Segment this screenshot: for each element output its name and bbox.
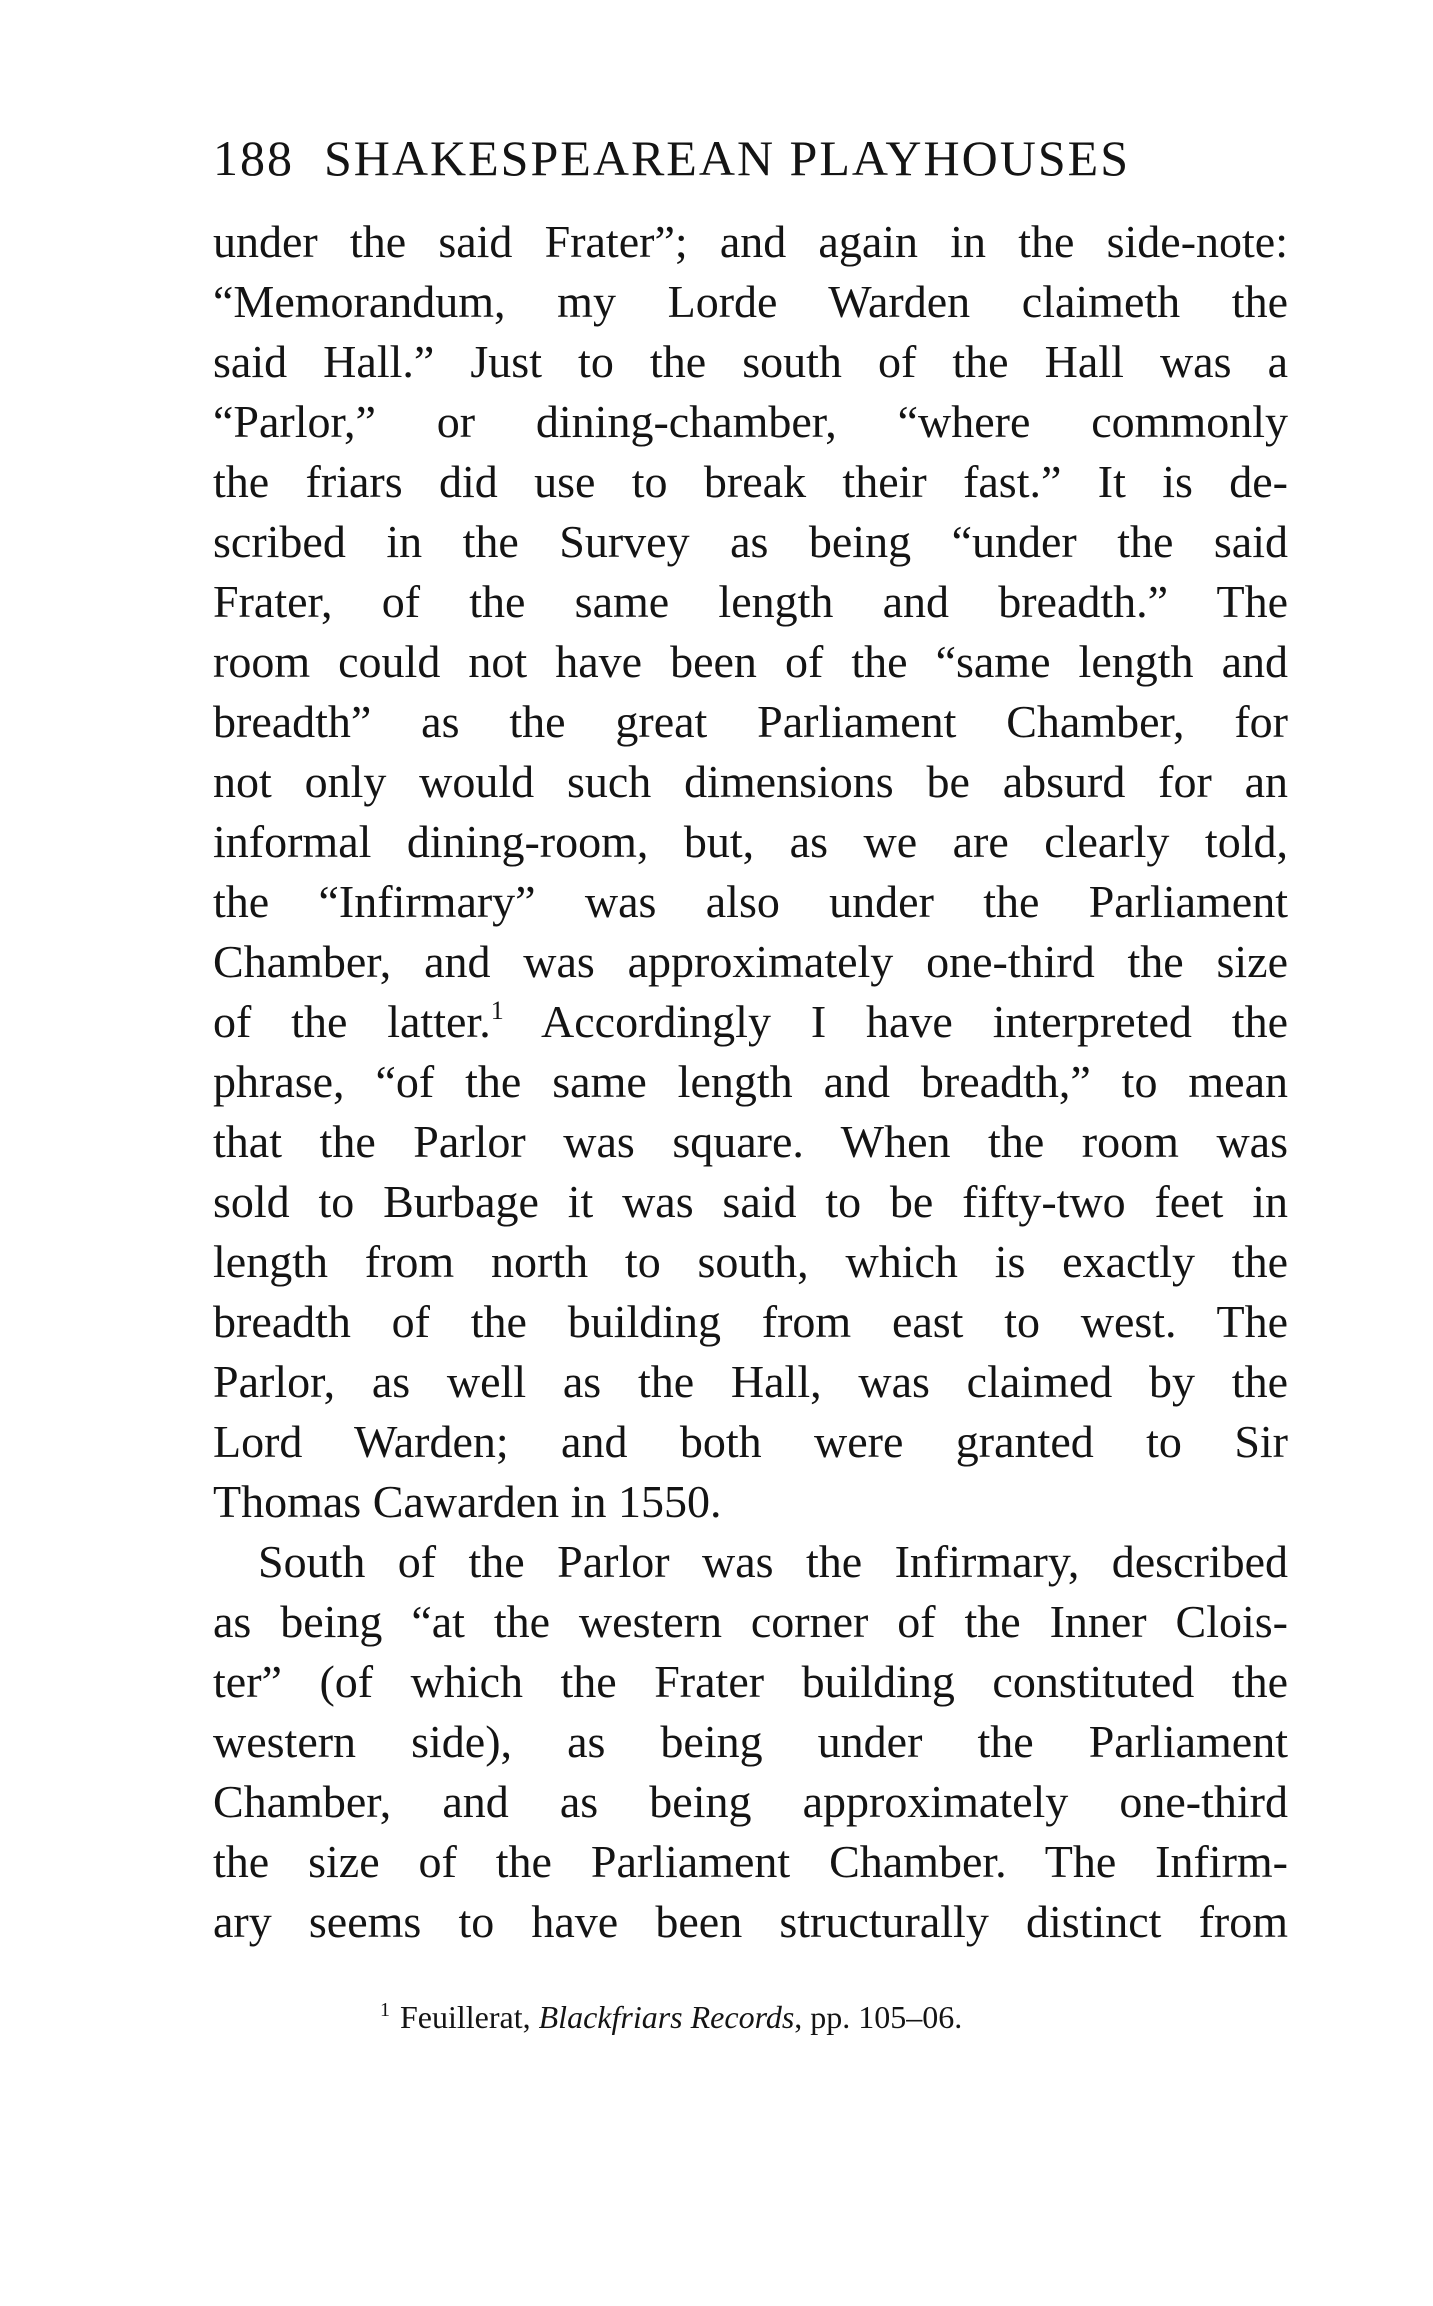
text-line: the friars did use to break their fast.” It is de-	[213, 456, 1288, 507]
text-line: Chamber, and as being approximately one-third	[213, 1776, 1288, 1827]
footnote-reference: 1	[490, 996, 504, 1025]
paragraph-start-line: South of the Parlor was the Infirmary, described	[258, 1536, 1288, 1587]
text-line: length from north to south, which is exactly the	[213, 1236, 1288, 1287]
text-line: “Memorandum, my Lorde Warden claimeth the	[213, 276, 1288, 327]
text-line: not only would such dimensions be absurd for an	[213, 756, 1288, 807]
text-line: Frater, of the same length and breadth.” The	[213, 576, 1288, 627]
running-title: SHAKESPEAREAN PLAYHOUSES	[324, 130, 1131, 186]
page-number: 188	[213, 130, 294, 186]
text-line: scribed in the Survey as being “under the said	[213, 516, 1288, 567]
text-line: said Hall.” Just to the south of the Hall was a	[213, 336, 1288, 387]
text-line: phrase, “of the same length and breadth,” to mean	[213, 1056, 1288, 1107]
text-segment: of the latter.	[213, 996, 491, 1047]
text-line: ter” (of which the Frater building constituted the	[213, 1656, 1288, 1707]
body-text	[213, 212, 1288, 1952]
footnote	[380, 1990, 962, 2037]
text-line: ary seems to have been structurally distinct from	[213, 1896, 1288, 1947]
text-segment: Accordingly I have interpreted the	[503, 996, 1288, 1047]
text-line: as being “at the western corner of the Inner Clois-	[213, 1596, 1288, 1647]
text-line: western side), as being under the Parliament	[213, 1716, 1288, 1767]
text-line: Lord Warden; and both were granted to Sir	[213, 1416, 1288, 1467]
text-line: sold to Burbage it was said to be fifty-two feet in	[213, 1176, 1288, 1227]
footnote-author: Feuillerat,	[400, 1999, 539, 2035]
text-line-with-footnote-ref	[213, 992, 1288, 1052]
text-line: the “Infirmary” was also under the Parliament	[213, 876, 1288, 927]
text-line: breadth of the building from east to west. The	[213, 1296, 1288, 1347]
text-line: informal dining-room, but, as we are clearly told,	[213, 816, 1288, 867]
text-line: Parlor, as well as the Hall, was claimed by the	[213, 1356, 1288, 1407]
text-line: under the said Frater”; and again in the side-note:	[213, 216, 1288, 267]
text-line: breadth” as the great Parliament Chamber, for	[213, 696, 1288, 747]
footnote-mark: 1	[380, 1999, 390, 2021]
text-line: that the Parlor was square. When the room was	[213, 1116, 1288, 1167]
paragraph-end-line: Thomas Cawarden in 1550.	[213, 1476, 722, 1527]
text-line: the size of the Parliament Chamber. The Infirm-	[213, 1836, 1288, 1887]
footnote-work-title: Blackfriars Records	[538, 1999, 795, 2035]
footnote-pages: , pp. 105–06.	[794, 1999, 963, 2035]
text-line: Chamber, and was approximately one-third the size	[213, 936, 1288, 987]
text-line: “Parlor,” or dining-chamber, “where commonly	[213, 396, 1288, 447]
running-head	[213, 128, 1288, 188]
text-line: room could not have been of the “same length and	[213, 636, 1288, 687]
